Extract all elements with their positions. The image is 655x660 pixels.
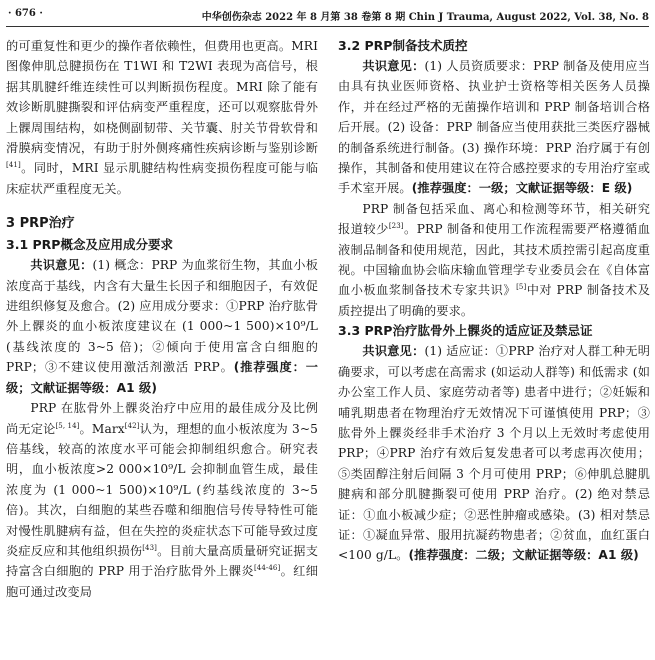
citation-ref: [42] (124, 421, 140, 430)
citation-ref: [5, 14] (55, 421, 80, 430)
subsection-heading-3-1: 3.1 PRP概念及应用成分要求 (6, 237, 173, 253)
citation-ref: [41] (6, 161, 21, 170)
section-heading-prp-therapy: 3 PRP治疗 (6, 216, 75, 232)
subsection-heading-3-3: 3.3 PRP治疗肱骨外上髁炎的适应证及禁忌证 (338, 323, 593, 339)
consensus-paragraph-3-3: 共识意见：(1) 适应证：①PRP 治疗对人群工种无明确要求，可以考虑在高需求 (如运动人群等) 和低需求 (如办公室工作人员、家庭劳动者等) 患者中进行；②妊娠和哺乳期患者在物理治疗无效情况下可谨慎使用 PRP；③肱骨外上髁炎经非手术治疗 3 个月以上无效时考虑使用 PRP；④PRP 治疗有效后复发患者可以考虑再次使用；⑤类固醇注射后间隔 3 个月可使用 PRP；⑥伸肌总腱肌腱病和部分肌腱撕裂可使用 PRP 治疗。(2) 绝对禁忌证：①血小板减少症；②恶性肿瘤或感染。(3) 相对禁忌证：①凝血异常、服用抗凝药物患者；②贫血，血红蛋白<100 g/L。(推荐强度：二级；文献证据等级：A1 级) (338, 344, 650, 563)
recommendation-grade: (推荐强度：一级；文献证据等级：E 级) (411, 181, 633, 196)
header-rule (6, 26, 649, 27)
right-column (338, 36, 650, 566)
paragraph-prp-preparation: PRP 制备包括采血、离心和检测等环节，相关研究报道较少[23]。PRP 制备和使用工作流程需要严格遵循血液制品制备和使用规范，因此，其技术质控需引起高度重视。中国输血协会临床输血管理学专业委员会在《自体富血小板血浆制备技术专家共识》[5]中对 PRP 制备技术及质控提出了明确的要求。 (338, 201, 650, 318)
consensus-paragraph-3-1: 共识意见：(1) 概念：PRP 为血浆衍生物，其血小板浓度高于基线，内含有大量生长因子和细胞因子，有效促进组织修复及愈合。(2) 应用成分要求：①PRP 治疗肱骨外上髁炎的血小板浓度建议在 (1 000~1 500)×10⁹/L (基线浓度的 3~5 倍)；②倾向于使用富含白细胞的 PRP；③不建议使用激活剂激活 PRP。(推荐强度：一级；文献证据等级：A1 级) (6, 258, 318, 395)
page-header (0, 0, 655, 28)
left-column (6, 36, 318, 602)
citation-ref: [23] (388, 222, 404, 231)
recommendation-grade: (推荐强度：二级；文献证据等级：A1 级) (408, 548, 639, 563)
journal-citation: 中华创伤杂志 2022 年 8 月第 38 卷第 8 期 Chin J Trauma, August 2022, Vol. 38, No. 8 (201, 12, 649, 23)
page-number: · 676 · (8, 8, 43, 19)
paragraph-prp-composition: PRP 在肱骨外上髁炎治疗中应用的最佳成分及比例尚无定论[5, 14]。Marx[42]认为，理想的血小板浓度为 3~5 倍基线，较高的浓度水平可能会抑制组织愈合。研究表明，血小板浓度>2 000×10⁹/L 会抑制血管生成，最佳浓度为 (1 000~1 500)×10⁹/L (约基线浓度的 3~5 倍)。其次，白细胞的某些吞噬和细胞信号传导特性可能对慢性肌腱病有益，但在失控的炎症状态下可能导致过度炎症反应和其他组织损伤[43]。目前大量高质量研究证据支持富含白细胞的 PRP 用于治疗肱骨外上髁炎[44-46]。红细胞可通过改变局 (6, 401, 318, 599)
citation-ref: [44-46] (253, 564, 281, 573)
citation-ref: [43] (142, 543, 157, 552)
consensus-paragraph-3-2: 共识意见：(1) 人员资质要求：PRP 制备及使用应当由具有执业医师资格、执业护士资格等相关医务人员操作，并在经过严格的无菌操作培训和 PRP 制备培训合格后开展。(2) 设备：PRP 制备应当使用获批三类医疗器械的制备系统进行制备。(3) 操作环境：PRP 治疗属于有创操作，其制备和使用建议在符合感控要求的专用治疗室或手术室开展。(推荐强度：一级；文献证据等级：E 级) (338, 59, 650, 196)
subsection-heading-3-2: 3.2 PRP制备技术质控 (338, 38, 468, 53)
recommendation-grade: (推荐强度：一级；文献证据等级：A1 级) (6, 360, 318, 395)
paragraph-mri: 的可重复性和更少的操作者依赖性，但费用也更高。MRI 图像伸肌总腱损伤在 T1WI 和 T2WI 表现为高信号，根据其肌腱纤维连续性可以判断损伤程度。MRI 除了能有效诊断肌腱撕裂和评估病变严重程度，还可以观察肱骨外上髁周围结构，如桡侧副韧带、关节囊、肘关节骨软骨和滑膜病变情况，有助于肘外侧疼痛性疾病诊断与鉴别诊断[41]。同时，MRI 显示肌腱结构性病变损伤程度可能与临床症状严重程度无关。 (6, 39, 318, 196)
citation-ref: [5] (516, 283, 527, 292)
